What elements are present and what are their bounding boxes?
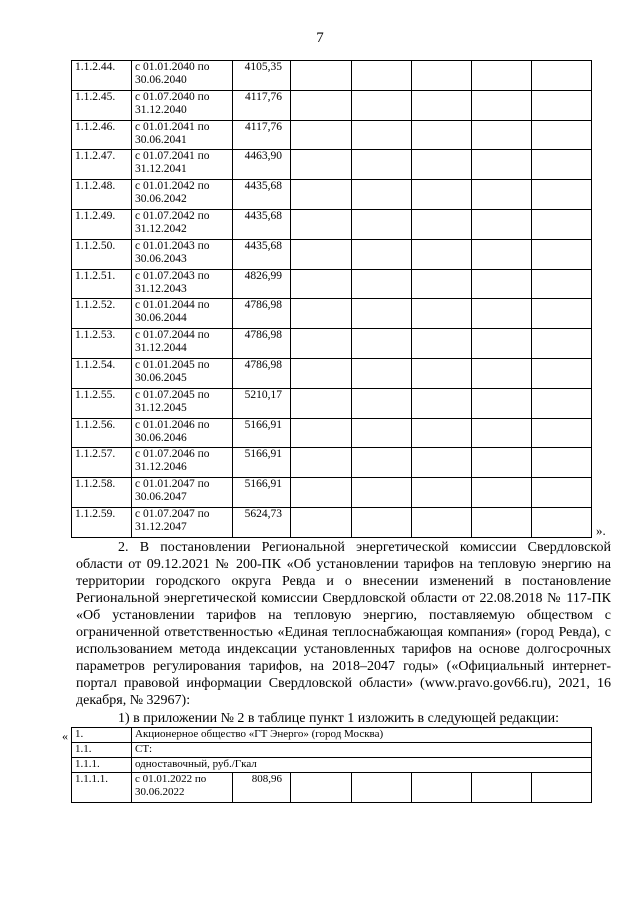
table-row	[72, 180, 592, 210]
table-row	[72, 269, 592, 299]
row-number: 1.1.2.50.	[72, 239, 132, 269]
table-row	[72, 299, 592, 329]
tariff-value: 4117,76	[233, 90, 291, 120]
period-end: 31.12.2045	[135, 401, 187, 414]
period-end: 30.06.2041	[135, 133, 187, 146]
empty-cell	[472, 150, 532, 180]
table-row	[72, 61, 592, 91]
tariff-value: 5624,73	[233, 507, 291, 537]
table-row	[72, 150, 592, 180]
empty-cell	[352, 773, 412, 803]
row-number: 1.1.1.1.	[72, 773, 132, 803]
empty-cell	[532, 120, 592, 150]
tariff-value: 808,96	[233, 773, 291, 803]
tariff-value: 5166,91	[233, 418, 291, 448]
row-number: 1.1.2.58.	[72, 478, 132, 508]
period-start: с 01.07.2042 по	[135, 209, 210, 222]
row-number: 1.1.2.46.	[72, 120, 132, 150]
empty-cell	[291, 358, 352, 388]
empty-cell	[532, 180, 592, 210]
row-number: 1.1.2.53.	[72, 329, 132, 359]
period-cell	[132, 61, 233, 91]
empty-cell	[412, 299, 472, 329]
period-cell	[132, 150, 233, 180]
empty-cell	[352, 61, 412, 91]
empty-cell	[472, 418, 532, 448]
table-row	[72, 329, 592, 359]
period-start: с 01.01.2046 по	[135, 418, 210, 431]
empty-cell	[472, 358, 532, 388]
table-close-quote: ».	[596, 523, 606, 538]
period-end: 31.12.2046	[135, 461, 187, 474]
empty-cell	[532, 329, 592, 359]
empty-cell	[352, 239, 412, 269]
empty-cell	[412, 418, 472, 448]
empty-cell	[412, 388, 472, 418]
new-table-open-quote: «	[62, 729, 68, 743]
new-tariff-table	[71, 727, 592, 803]
period-start: с 01.01.2040 по	[135, 61, 210, 73]
empty-cell	[532, 418, 592, 448]
empty-cell	[352, 448, 412, 478]
table-row	[72, 773, 592, 803]
table-row	[72, 90, 592, 120]
empty-cell	[472, 269, 532, 299]
empty-cell	[352, 418, 412, 448]
tariff-value: 5166,91	[233, 478, 291, 508]
period-start: с 01.07.2040 по	[135, 90, 210, 103]
row-number: 1.1.2.56.	[72, 418, 132, 448]
period-start: с 01.07.2041 по	[135, 150, 210, 163]
period-cell	[132, 120, 233, 150]
row-label: СТ:	[132, 743, 592, 758]
tariff-value: 4435,68	[233, 239, 291, 269]
empty-cell	[352, 90, 412, 120]
period-cell	[132, 478, 233, 508]
period-start: с 01.01.2042 по	[135, 180, 210, 193]
empty-cell	[472, 448, 532, 478]
empty-cell	[291, 448, 352, 478]
period-cell	[132, 773, 233, 803]
period-end: 31.12.2047	[135, 520, 187, 533]
period-start: с 01.01.2043 по	[135, 239, 210, 252]
empty-cell	[412, 90, 472, 120]
empty-cell	[352, 388, 412, 418]
empty-cell	[291, 150, 352, 180]
empty-cell	[412, 773, 472, 803]
tariff-value: 4786,98	[233, 358, 291, 388]
table-row	[72, 743, 592, 758]
tariff-value: 5166,91	[233, 448, 291, 478]
empty-cell	[472, 239, 532, 269]
empty-cell	[291, 209, 352, 239]
organization-name: Акционерное общество «ГТ Энерго» (город Москва)	[132, 728, 592, 743]
row-number: 1.1.2.51.	[72, 269, 132, 299]
empty-cell	[472, 388, 532, 418]
period-end: 30.06.2042	[135, 193, 187, 206]
empty-cell	[291, 120, 352, 150]
period-end: 31.12.2043	[135, 282, 187, 295]
period-start: с 01.01.2045 по	[135, 358, 210, 371]
period-start: с 01.01.2047 по	[135, 478, 210, 491]
row-number: 1.1.2.49.	[72, 209, 132, 239]
empty-cell	[291, 418, 352, 448]
period-end: 30.06.2044	[135, 312, 187, 325]
period-cell	[132, 329, 233, 359]
empty-cell	[532, 358, 592, 388]
tariff-value: 4105,35	[233, 61, 291, 91]
empty-cell	[352, 120, 412, 150]
empty-cell	[412, 120, 472, 150]
tariff-table	[71, 60, 592, 538]
row-number: 1.	[72, 728, 132, 743]
period-start: с 01.07.2045 по	[135, 388, 210, 401]
row-number: 1.1.2.52.	[72, 299, 132, 329]
period-cell	[132, 358, 233, 388]
row-number: 1.1.2.48.	[72, 180, 132, 210]
empty-cell	[291, 299, 352, 329]
row-number: 1.1.	[72, 743, 132, 758]
empty-cell	[412, 180, 472, 210]
table-row	[72, 507, 592, 537]
empty-cell	[352, 299, 412, 329]
empty-cell	[291, 773, 352, 803]
table-row	[72, 418, 592, 448]
empty-cell	[412, 61, 472, 91]
period-start: с 01.01.2044 по	[135, 299, 210, 312]
period-end: 30.06.2022	[135, 786, 185, 798]
period-end: 30.06.2045	[135, 371, 187, 384]
empty-cell	[472, 507, 532, 537]
empty-cell	[291, 329, 352, 359]
empty-cell	[472, 329, 532, 359]
period-start: с 01.07.2043 по	[135, 269, 210, 282]
tariff-value: 4435,68	[233, 180, 291, 210]
table-row	[72, 478, 592, 508]
table-row	[72, 209, 592, 239]
period-cell	[132, 299, 233, 329]
tariff-value: 5210,17	[233, 388, 291, 418]
period-end: 30.06.2046	[135, 431, 187, 444]
empty-cell	[291, 507, 352, 537]
period-start: с 01.07.2047 по	[135, 507, 210, 520]
period-end: 30.06.2043	[135, 252, 187, 265]
tariff-value: 4435,68	[233, 209, 291, 239]
paragraph-amendment-2: 2. В постановлении Региональной энергетической комиссии Свердловской области от 09.12.2021 № 200-ПК «Об установлении тарифов на тепловую энергию на территории городского округа Ревда и о внесении изменений в постановление Региональной энергетической комиссии Свердловской области от 22.08.2018 № 117-ПК «Об установлении тарифов на тепловую энергию, поставляемую обществом с ограниченной ответственностью «Единая теплоснабжающая компания» (город Ревда), с использованием метода индексации установленных тарифов на основе долгосрочных параметров регулирования тарифов, на 2018–2047 годы» («Официальный интернет-портал правовой информации Свердловской области» (www.pravo.gov66.ru), 2021, 16 декабря, № 32967):	[76, 540, 611, 708]
empty-cell	[291, 90, 352, 120]
period-cell	[132, 448, 233, 478]
empty-cell	[352, 209, 412, 239]
period-cell	[132, 418, 233, 448]
empty-cell	[291, 180, 352, 210]
empty-cell	[291, 61, 352, 91]
tariff-value: 4826,99	[233, 269, 291, 299]
period-cell	[132, 507, 233, 537]
empty-cell	[532, 209, 592, 239]
empty-cell	[532, 90, 592, 120]
empty-cell	[532, 478, 592, 508]
tariff-value: 4463,90	[233, 150, 291, 180]
empty-cell	[412, 358, 472, 388]
empty-cell	[532, 239, 592, 269]
period-start: с 01.07.2044 по	[135, 329, 210, 342]
period-cell	[132, 209, 233, 239]
empty-cell	[472, 209, 532, 239]
empty-cell	[532, 448, 592, 478]
period-start: с 01.01.2041 по	[135, 120, 210, 133]
row-number: 1.1.2.55.	[72, 388, 132, 418]
period-cell	[132, 90, 233, 120]
tariff-value: 4786,98	[233, 299, 291, 329]
empty-cell	[472, 478, 532, 508]
empty-cell	[352, 269, 412, 299]
row-number: 1.1.2.47.	[72, 150, 132, 180]
period-end: 30.06.2047	[135, 491, 187, 504]
empty-cell	[352, 507, 412, 537]
period-cell	[132, 388, 233, 418]
empty-cell	[412, 329, 472, 359]
period-end: 31.12.2042	[135, 222, 187, 235]
empty-cell	[352, 329, 412, 359]
empty-cell	[472, 773, 532, 803]
table-row	[72, 388, 592, 418]
empty-cell	[412, 239, 472, 269]
empty-cell	[532, 299, 592, 329]
empty-cell	[412, 507, 472, 537]
empty-cell	[472, 61, 532, 91]
empty-cell	[532, 269, 592, 299]
row-number: 1.1.2.59.	[72, 507, 132, 537]
period-cell	[132, 269, 233, 299]
table-row	[72, 448, 592, 478]
table-row	[72, 758, 592, 773]
empty-cell	[291, 478, 352, 508]
tariff-value: 4786,98	[233, 329, 291, 359]
empty-cell	[472, 299, 532, 329]
empty-cell	[352, 150, 412, 180]
empty-cell	[412, 150, 472, 180]
period-start: с 01.01.2022 по	[135, 773, 207, 785]
table-row	[72, 239, 592, 269]
empty-cell	[291, 388, 352, 418]
period-cell	[132, 239, 233, 269]
empty-cell	[532, 507, 592, 537]
period-end: 31.12.2040	[135, 103, 187, 116]
row-number: 1.1.2.44.	[72, 61, 132, 91]
empty-cell	[412, 269, 472, 299]
empty-cell	[412, 448, 472, 478]
row-label: одноставочный, руб./Гкал	[132, 758, 592, 773]
empty-cell	[532, 773, 592, 803]
empty-cell	[532, 150, 592, 180]
row-number: 1.1.2.45.	[72, 90, 132, 120]
empty-cell	[352, 478, 412, 508]
empty-cell	[532, 388, 592, 418]
table-row	[72, 358, 592, 388]
empty-cell	[412, 209, 472, 239]
empty-cell	[291, 239, 352, 269]
tariff-value: 4117,76	[233, 120, 291, 150]
page-number: 7	[316, 30, 324, 46]
period-end: 31.12.2041	[135, 163, 187, 176]
period-end: 31.12.2044	[135, 342, 187, 355]
row-number: 1.1.2.57.	[72, 448, 132, 478]
empty-cell	[412, 478, 472, 508]
period-end: 30.06.2040	[135, 74, 187, 86]
empty-cell	[291, 269, 352, 299]
period-cell	[132, 180, 233, 210]
paragraph-amendment-2-1: 1) в приложении № 2 в таблице пункт 1 изложить в следующей редакции:	[118, 711, 559, 726]
table-row	[72, 120, 592, 150]
table-row	[72, 728, 592, 743]
empty-cell	[352, 180, 412, 210]
empty-cell	[532, 61, 592, 91]
empty-cell	[472, 180, 532, 210]
period-start: с 01.07.2046 по	[135, 448, 210, 461]
empty-cell	[472, 120, 532, 150]
empty-cell	[352, 358, 412, 388]
row-number: 1.1.2.54.	[72, 358, 132, 388]
empty-cell	[472, 90, 532, 120]
row-number: 1.1.1.	[72, 758, 132, 773]
